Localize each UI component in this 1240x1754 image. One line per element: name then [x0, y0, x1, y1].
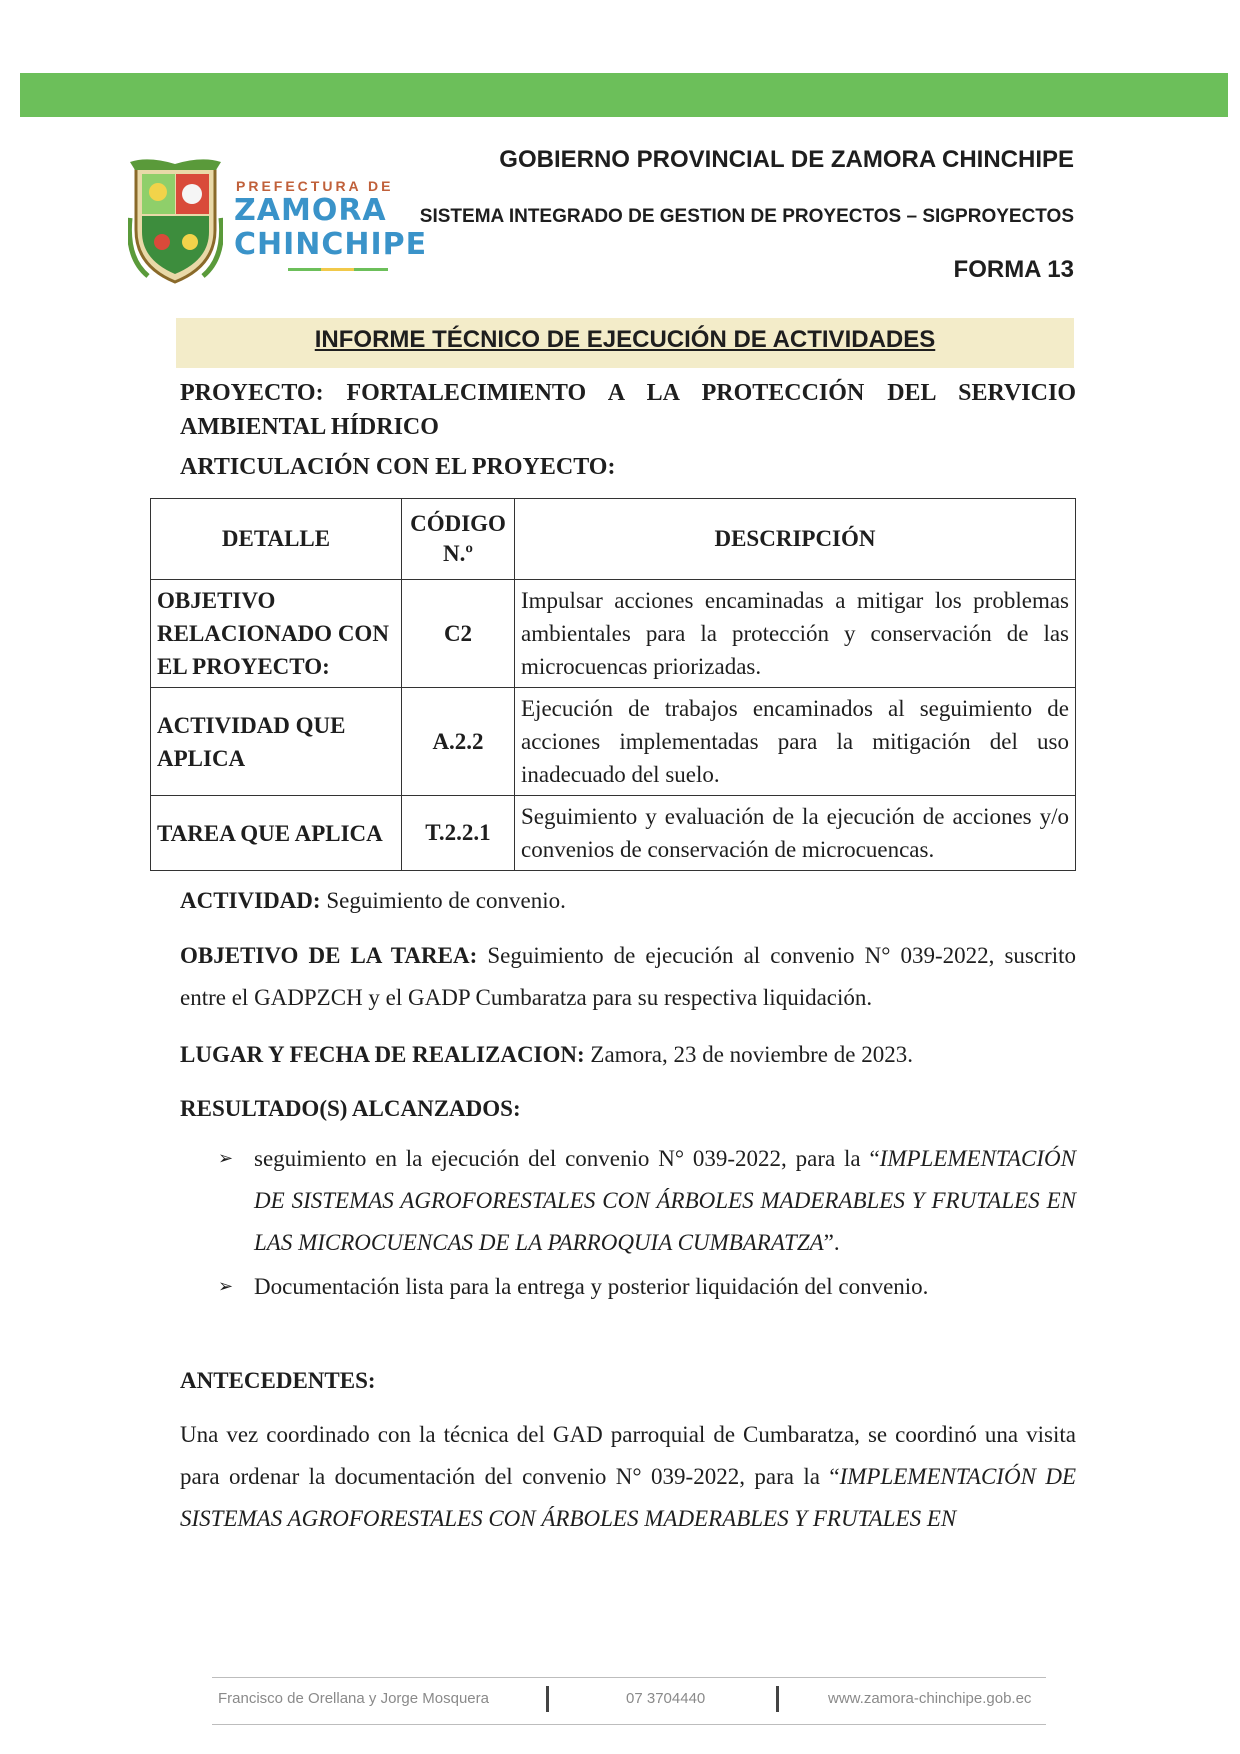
table-row: [151, 688, 1076, 796]
table-header-row: [151, 499, 1076, 580]
lugar-label: LUGAR Y FECHA DE REALIZACION:: [180, 1042, 585, 1067]
row-descripcion: Ejecución de trabajos encaminados al seguimiento de acciones implementadas para la mitigación del uso inadecuado del suelo.: [515, 688, 1076, 796]
logo-underline: [288, 268, 388, 271]
form-number: FORMA 13: [953, 256, 1074, 283]
footer-website: www.zamora-chinchipe.gob.ec: [828, 1690, 1032, 1707]
objetivo-paragraph: [180, 935, 1076, 1019]
actividad-label: ACTIVIDAD:: [180, 888, 321, 913]
row-codigo: C2: [402, 580, 515, 688]
header-codigo: CÓDIGO N.º: [402, 499, 515, 580]
antecedentes-paragraph: [180, 1414, 1076, 1540]
row-detalle: OBJETIVO RELACIONADO CON EL PROYECTO:: [151, 580, 402, 688]
logo-name-line2: CHINCHIPE: [234, 227, 428, 262]
antecedentes-heading: [180, 1360, 1076, 1402]
objetivo-label: OBJETIVO DE LA TAREA:: [180, 943, 478, 968]
antecedentes-text: Una vez coordinado con la técnica del GAD parroquial de Cumbaratza, se coordinó una visita para ordenar la documentación del convenio N° 039-2022, para la “: [180, 1422, 1076, 1489]
resultados-label: RESULTADO(S) ALCANZADOS:: [180, 1096, 521, 1121]
header-descripcion: DESCRIPCIÓN: [515, 499, 1076, 580]
footer-divider-bottom: [212, 1724, 1046, 1725]
project-paragraph: [180, 376, 1076, 444]
footer-phone: 07 3704440: [626, 1690, 706, 1707]
row-descripcion: Seguimiento y evaluación de la ejecución de acciones y/o convenios de conservación de microcuencas.: [515, 796, 1076, 871]
report-title: INFORME TÉCNICO DE EJECUCIÓN DE ACTIVIDADES: [314, 326, 936, 353]
articulation-table: [150, 498, 1076, 871]
logo-name-line1: ZAMORA: [234, 193, 387, 228]
lugar-paragraph: [180, 1034, 1076, 1076]
objetivo-value: Seguimiento de ejecución al convenio N° 039-2022, suscrito entre el GADPZCH y el GADP Cumbaratza para su respectiva liquidación.: [180, 943, 1076, 1010]
logo-name-text: [234, 194, 427, 262]
lugar-value: Zamora, 23 de noviembre de 2023.: [590, 1042, 913, 1067]
prefecture-logo: [128, 158, 428, 288]
result-text: seguimiento en la ejecución del convenio N° 039-2022, para la “: [254, 1146, 880, 1171]
arrow-bullet-icon: ➢: [218, 1276, 234, 1297]
row-detalle: ACTIVIDAD QUE APLICA: [151, 688, 402, 796]
footer-separator: [776, 1686, 779, 1712]
row-descripcion: Impulsar acciones encaminadas a mitigar los problemas ambientales para la protección y conservación de las microcuencas priorizadas.: [515, 580, 1076, 688]
row-detalle: TAREA QUE APLICA: [151, 796, 402, 871]
antecedentes-label: ANTECEDENTES:: [180, 1368, 376, 1393]
table-row: [151, 796, 1076, 871]
system-title: SISTEMA INTEGRADO DE GESTION DE PROYECTOS – SIGPROYECTOS: [419, 206, 1074, 227]
government-title: GOBIERNO PROVINCIAL DE ZAMORA CHINCHIPE: [499, 146, 1074, 173]
actividad-value: Seguimiento de convenio.: [326, 888, 566, 913]
result-text: Documentación lista para la entrega y posterior liquidación del convenio.: [254, 1274, 929, 1299]
arrow-bullet-icon: ➢: [218, 1148, 234, 1169]
coat-of-arms-icon: [128, 158, 223, 288]
footer-separator: [546, 1686, 549, 1712]
result-italic: IMPLEMENTACIÓN DE SISTEMAS AGROFORESTALES CON ÁRBOLES MADERABLES Y FRUTALES EN LAS MICROCUENCAS DE LA PARROQUIA CUMBARATZA: [254, 1146, 1076, 1255]
table-row: [151, 580, 1076, 688]
project-name: FORTALECIMIENTO A LA PROTECCIÓN DEL SERVICIO AMBIENTAL HÍDRICO: [180, 380, 1076, 440]
results-list: [218, 1138, 1076, 1308]
articulation-label: ARTICULACIÓN CON EL PROYECTO:: [180, 454, 616, 480]
footer-address: Francisco de Orellana y Jorge Mosquera: [218, 1690, 489, 1707]
footer-divider-top: [212, 1677, 1046, 1678]
list-item: [218, 1138, 1076, 1264]
resultados-heading: [180, 1088, 1076, 1130]
result-end: ”.: [823, 1230, 840, 1255]
logo-prefix-text: PREFECTURA DE: [236, 178, 394, 194]
antecedentes-italic: IMPLEMENTACIÓN DE SISTEMAS AGROFORESTALES CON ÁRBOLES MADERABLES Y FRUTALES EN: [180, 1464, 1076, 1531]
header-detalle: DETALLE: [151, 499, 402, 580]
list-item: [218, 1266, 1076, 1308]
row-codigo: A.2.2: [402, 688, 515, 796]
project-label: PROYECTO:: [180, 380, 324, 406]
row-codigo: T.2.2.1: [402, 796, 515, 871]
top-green-bar: [20, 73, 1228, 117]
actividad-paragraph: [180, 880, 1076, 922]
